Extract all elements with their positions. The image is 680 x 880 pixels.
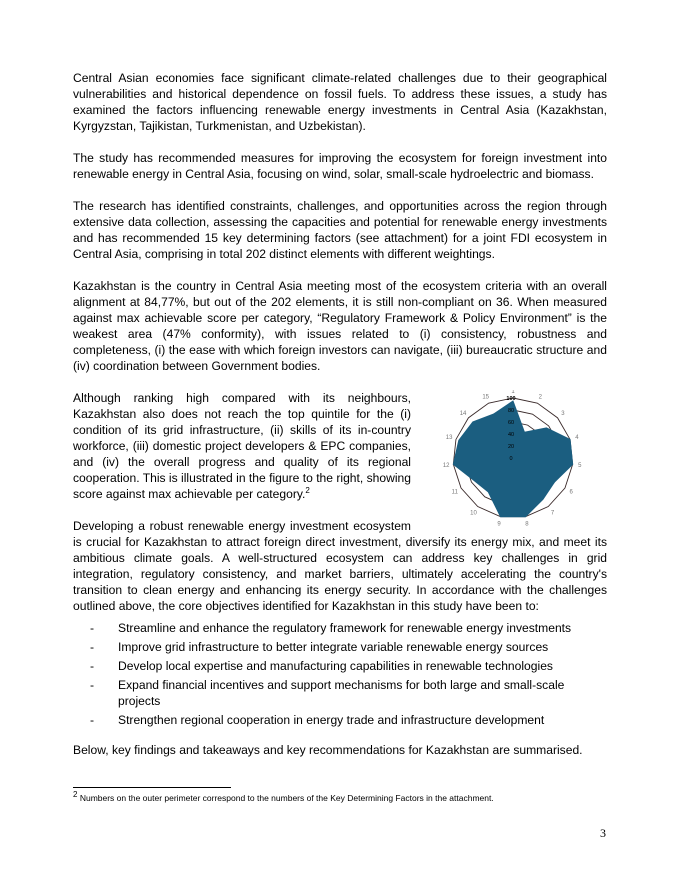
objectives-list — [73, 620, 607, 728]
paragraph-kazakhstan-alignment: Kazakhstan is the country in Central Asia meeting most of the ecosystem criteria with an overall alignment at 84,77%, but out of the 202 elements, it is still non-compliant on 36. When measured against max achievable score per category, “Regulatory Framework & Policy Environment” is the weakest area (47% conformity), with issues related to (i) consistency, robustness and completeness, (i) the ease with which foreign investors can navigate, (iii) bureaucratic structure and (iv) coordination between Government bodies. — [73, 279, 607, 373]
paragraph-developing-ecosystem: Developing a robust renewable energy investment ecosystem is crucial for Kazakhstan to attract foreign direct investment, diversify its energy mix, and meet its ambitious climate goals. A well-structured ecosystem can address key challenges in grid integration, regulatory consistency, and market barriers, ultimately accelerating the country's transition to clean energy and enhancing its energy security. In accordance with the challenges outlined above, the core objectives identified for Kazakhstan in this study have been to: — [73, 519, 607, 613]
radar-tick-label: 20 — [507, 444, 515, 450]
footnote-divider — [73, 787, 231, 788]
radar-category-label: 2 — [538, 394, 543, 401]
dash-bullet-icon: - — [90, 659, 95, 673]
radar-category-label: 11 — [451, 489, 458, 496]
radar-category-label: 13 — [445, 435, 453, 442]
dash-bullet-icon: - — [90, 678, 95, 692]
paragraph-study-measures: The study has recommended measures for improving the ecosystem for foreign investment into renewable energy in Central Asia, focusing on wind, solar, small-scale hydroelectric and biomass. — [73, 151, 607, 181]
radar-tick-label: 40 — [507, 432, 515, 438]
radar-category-label: 10 — [470, 510, 477, 517]
radar-chart — [421, 390, 621, 530]
radar-category-label: 1 — [511, 390, 515, 395]
footnote-text: Numbers on the outer perimeter correspond to the numbers of the Key Determining Factors in the attachment. — [79, 793, 494, 803]
paragraph-ranking-text: Although ranking high compared with its neighbours, Kazakhstan also does not reach the top quintile for the (i) condition of its grid infrastructure, (ii) skills of its in-country workforce, (iii) domestic project developers & EPC companies, and (iv) the overall progress and quality of its regional cooperation. This is illustrated in the figure to the right, showing score against max achievable per category. — [73, 391, 411, 501]
document-page — [73, 70, 607, 774]
list-item: - Expand financial incentives and support mechanisms for both large and small-scale projects — [90, 678, 565, 708]
list-item: - Strengthen regional cooperation in energy trade and infrastructure development — [90, 713, 545, 727]
radar-category-label: 15 — [482, 394, 490, 401]
radar-category-label: 9 — [497, 521, 501, 528]
radar-category-label: 14 — [459, 411, 467, 418]
radar-tick-label: 60 — [507, 420, 515, 426]
footnote-number: 2 — [73, 790, 78, 800]
dash-bullet-icon: - — [90, 640, 95, 654]
page-number: 3 — [600, 826, 606, 840]
list-item: - Improve grid infrastructure to better integrate variable renewable energy sources — [90, 640, 549, 654]
list-item: - Streamline and enhance the regulatory framework for renewable energy investments — [90, 621, 572, 635]
radar-category-label: 7 — [550, 510, 555, 517]
radar-category-label: 8 — [525, 521, 529, 528]
radar-tick-label: 0 — [509, 456, 513, 462]
radar-chart-svg — [421, 390, 621, 530]
radar-category-label: 5 — [578, 463, 582, 470]
dash-bullet-icon: - — [90, 713, 95, 727]
paragraph-intro: Central Asian economies face significant climate-related challenges due to their geographical vulnerabilities and historical dependence on fossil fuels. To address these issues, a study has examined the factors influencing renewable energy investments in Central Asia (Kazakhstan, Kyrgyzstan, Tajikistan, Turkmenistan, and Uzbekistan). — [73, 71, 607, 133]
radar-category-label: 12 — [442, 463, 450, 470]
dash-bullet-icon: - — [90, 621, 95, 635]
radar-tick-label: 100 — [506, 396, 516, 402]
radar-tick-label: 80 — [507, 408, 515, 414]
radar-category-label: 3 — [561, 411, 565, 418]
radar-category-label: 6 — [569, 489, 573, 496]
list-item: - Develop local expertise and manufacturing capabilities in renewable technologies — [90, 659, 553, 673]
paragraph-summary-intro: Below, key findings and takeaways and key recommendations for Kazakhstan are summarised. — [73, 743, 583, 757]
footnote — [73, 790, 494, 803]
radar-category-label: 4 — [575, 435, 579, 442]
paragraph-research: The research has identified constraints, challenges, and opportunities across the region through extensive data collection, assessing the capacities and potential for renewable energy investments and has recommended 15 key determining factors (see attachment) for a joint FDI ecosystem in Central Asia, comprising in total 202 distinct elements with different weightings. — [73, 199, 607, 261]
footnote-reference[interactable]: 2 — [305, 485, 310, 495]
